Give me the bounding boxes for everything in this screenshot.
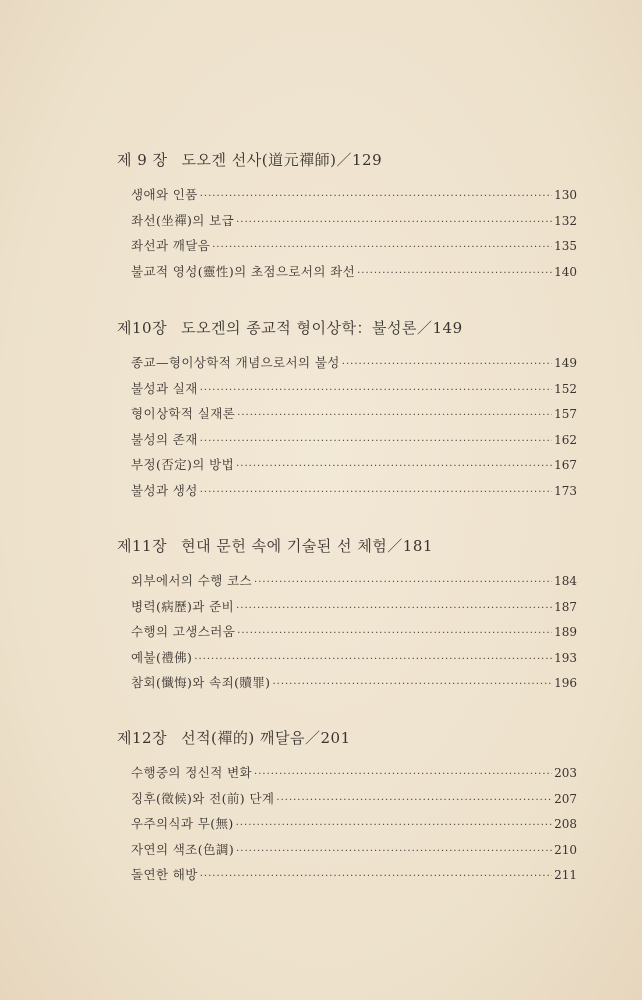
toc-entry (131, 404, 577, 430)
chapter-heading (117, 149, 577, 173)
toc-entry (131, 455, 577, 481)
toc-entry (131, 236, 577, 262)
entry-page: 135 (554, 239, 577, 254)
chapter-title: 도오겐 선사(道元禪師)／129 (181, 151, 383, 169)
entry-list (117, 571, 577, 699)
toc-entry (131, 211, 577, 237)
entry-page: 167 (554, 458, 577, 473)
entry-page: 130 (554, 188, 577, 202)
chapter-12 (117, 727, 577, 891)
toc-entry (131, 814, 577, 840)
entry-title: 징후(徵候)와 전(前) 단계 (131, 790, 275, 806)
chapter-9 (117, 149, 577, 287)
entry-page: 189 (554, 625, 577, 640)
entry-title: 예불(禮佛) (131, 649, 193, 665)
leader-dots (200, 191, 552, 202)
leader-dots (342, 359, 552, 370)
entry-page: 162 (554, 432, 577, 447)
toc-entry (131, 648, 577, 674)
chapter-heading (117, 535, 577, 559)
leader-dots (212, 242, 552, 253)
toc-entry (131, 430, 577, 456)
leader-dots (194, 654, 552, 665)
chapter-number: 제10장 (117, 319, 168, 337)
entry-title: 자연의 색조(色調) (131, 841, 235, 857)
toc-entry (131, 481, 577, 507)
entry-title: 불성의 존재 (131, 431, 198, 447)
chapter-number: 제 9 장 (117, 151, 168, 169)
entry-title: 수행중의 정신적 변화 (131, 765, 253, 780)
leader-dots (357, 268, 552, 279)
entry-page: 140 (554, 264, 577, 279)
entry-page: 203 (554, 766, 577, 780)
entry-list (117, 353, 577, 507)
entry-page: 149 (554, 356, 577, 370)
toc-entry (131, 789, 577, 815)
toc-entry (131, 673, 577, 699)
entry-title: 병력(病歷)과 준비 (131, 598, 235, 614)
toc-entry (131, 353, 577, 379)
leader-dots (254, 769, 552, 780)
leader-dots (237, 628, 552, 639)
entry-page: 187 (554, 599, 577, 614)
entry-title: 외부에서의 수행 코스 (131, 573, 253, 588)
chapter-number: 제12장 (117, 729, 168, 747)
entry-title: 좌선(坐禪)의 보급 (131, 212, 235, 228)
chapter-heading (117, 317, 577, 341)
entry-page: 157 (554, 407, 577, 422)
entry-page: 196 (554, 676, 577, 691)
entry-page: 132 (554, 213, 577, 228)
toc-entry (131, 622, 577, 648)
entry-page: 207 (554, 791, 577, 806)
leader-dots (200, 385, 552, 396)
chapter-title: 현대 문헌 속에 기술된 선 체험／181 (181, 537, 433, 555)
leader-dots (272, 679, 552, 690)
entry-title: 좌선과 깨달음 (131, 238, 211, 254)
entry-title: 수행의 고생스러움 (131, 624, 236, 640)
chapter-title: 선적(禪的) 깨달음／201 (181, 729, 351, 747)
leader-dots (236, 217, 552, 228)
entry-title: 우주의식과 무(無) (131, 816, 234, 832)
entry-title: 불교적 영성(靈性)의 초점으로서의 좌선 (131, 263, 356, 279)
entry-title: 형이상학적 실재론 (131, 406, 236, 422)
entry-page: 193 (554, 650, 577, 665)
entry-title: 부정(否定)의 방법 (131, 457, 235, 473)
entry-title: 종교—형이상학적 개념으로서의 불성 (131, 355, 340, 370)
leader-dots (254, 577, 552, 588)
leader-dots (236, 603, 552, 614)
entry-title: 불성과 생성 (131, 482, 198, 498)
toc-entry (131, 262, 577, 288)
toc-entry (131, 763, 577, 789)
chapter-10 (117, 317, 577, 507)
toc-entry (131, 840, 577, 866)
toc-entry (131, 185, 577, 211)
entry-page: 208 (554, 817, 577, 832)
leader-dots (236, 846, 552, 857)
leader-dots (200, 436, 552, 447)
entry-page: 184 (554, 574, 577, 588)
leader-dots (200, 871, 552, 882)
toc-entry (131, 379, 577, 405)
entry-list (117, 185, 577, 287)
leader-dots (200, 487, 552, 498)
leader-dots (236, 461, 552, 472)
leader-dots (236, 820, 552, 831)
entry-list (117, 763, 577, 891)
entry-title: 생애와 인품 (131, 187, 198, 202)
entry-page: 210 (554, 842, 577, 857)
chapter-number: 제11장 (117, 537, 168, 555)
entry-title: 돌연한 해방 (131, 867, 198, 883)
entry-title: 불성과 실재 (131, 380, 198, 396)
entry-title: 참회(懺悔)와 속죄(贖罪) (131, 675, 271, 691)
entry-page: 211 (554, 868, 577, 883)
toc-entry (131, 571, 577, 597)
entry-page: 152 (554, 381, 577, 396)
chapter-11 (117, 535, 577, 699)
toc-entry (131, 865, 577, 891)
chapter-heading (117, 727, 577, 751)
leader-dots (276, 795, 552, 806)
leader-dots (237, 410, 552, 421)
chapter-title: 도오겐의 종교적 형이상학：불성론／149 (181, 319, 463, 337)
toc-entry (131, 597, 577, 623)
entry-page: 173 (554, 483, 577, 498)
